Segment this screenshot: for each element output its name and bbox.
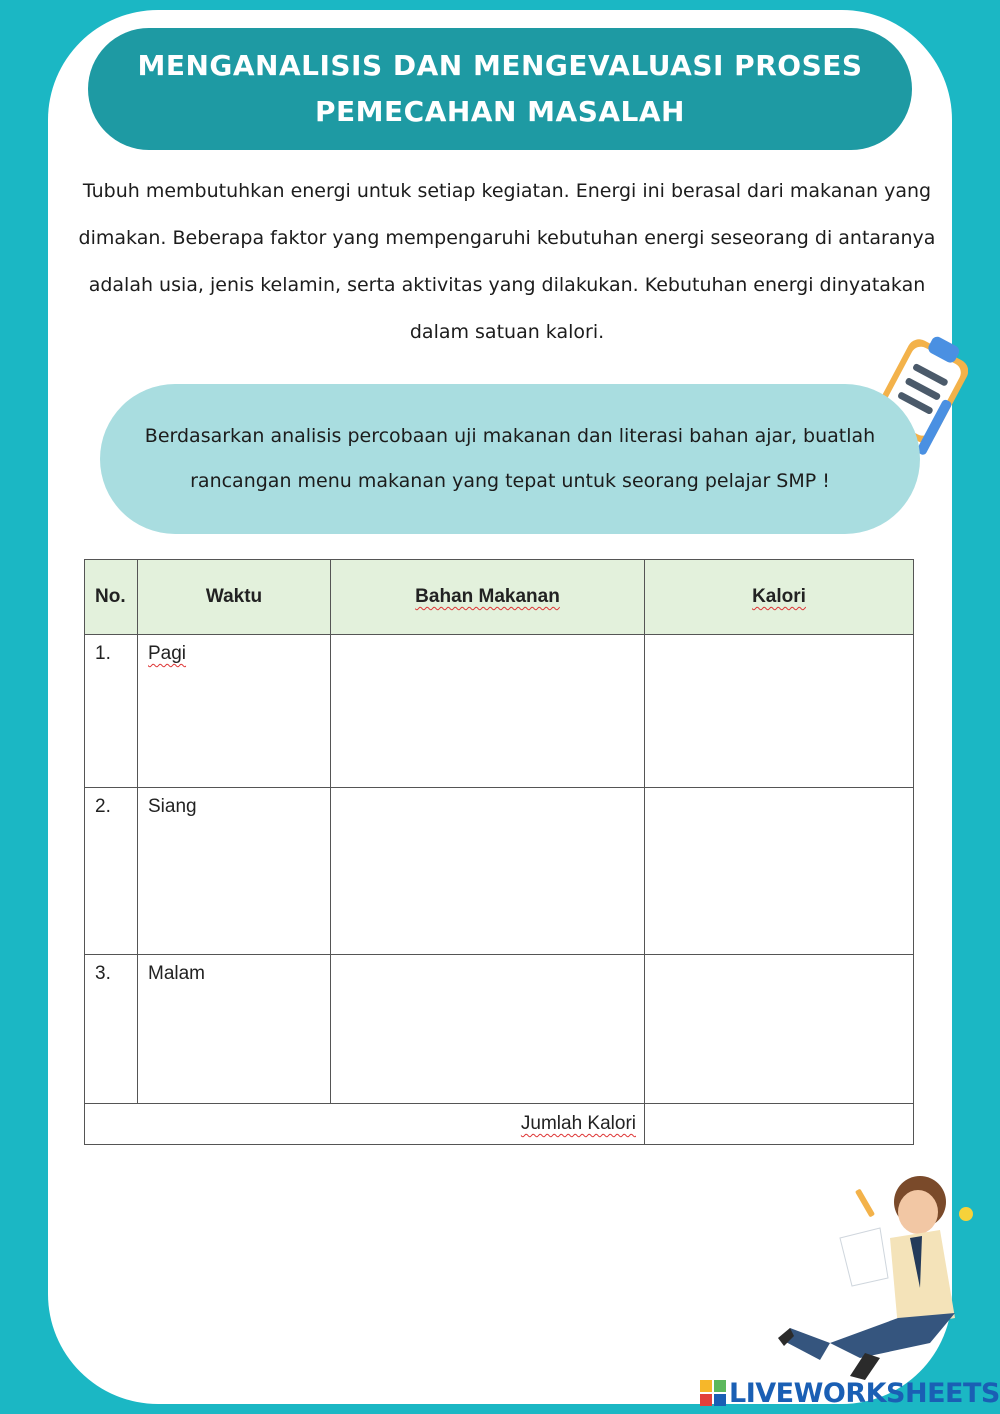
kalori-cell[interactable] [645, 635, 914, 788]
total-kalori-cell[interactable] [645, 1104, 914, 1145]
row-number: 3. [85, 955, 138, 1104]
kalori-cell[interactable] [645, 788, 914, 955]
kalori-cell[interactable] [645, 955, 914, 1104]
menu-table [84, 559, 914, 1145]
row-number: 1. [85, 635, 138, 788]
header-waktu: Waktu [138, 560, 331, 635]
row-waktu: Pagi [138, 635, 331, 788]
row-waktu: Malam [138, 955, 331, 1104]
table-header-row [85, 560, 914, 635]
menu-table-container [84, 559, 913, 1145]
student-illustration [770, 1168, 975, 1383]
bahan-makanan-cell[interactable] [331, 955, 645, 1104]
intro-paragraph: Tubuh membutuhkan energi untuk setiap kegiatan. Energi ini berasal dari makanan yang dimakan. Beberapa faktor yang mempengaruhi kebutuhan energi seseorang di antaranya adalah usia, jenis kelamin, serta aktivitas yang dilakukan. Kebutuhan energi dinyatakan dalam satuan kalori. [78, 180, 936, 343]
row-waktu: Siang [138, 788, 331, 955]
total-label: Jumlah Kalori [85, 1104, 645, 1145]
row-number: 2. [85, 788, 138, 955]
title-banner [88, 28, 912, 150]
table-row [85, 955, 914, 1104]
liveworksheets-logo: LIVEWORKSHEETS [700, 1377, 1000, 1409]
bahan-makanan-cell[interactable] [331, 788, 645, 955]
header-kalori: Kalori [645, 560, 914, 635]
table-row [85, 635, 914, 788]
header-bahan-makanan: Bahan Makanan [331, 560, 645, 635]
header-no: No. [85, 560, 138, 635]
bahan-makanan-cell[interactable] [331, 635, 645, 788]
page-title: MENGANALISIS DAN MENGEVALUASI PROSES PEMECAHAN MASALAH [137, 49, 863, 128]
liveworksheets-icon [700, 1380, 726, 1406]
total-row [85, 1104, 914, 1145]
instruction-text: Berdasarkan analisis percobaan uji makanan dan literasi bahan ajar, buatlah rancangan menu makanan yang tepat untuk seorang pelajar SMP ! [144, 425, 876, 492]
instruction-bubble [100, 384, 920, 534]
table-row [85, 788, 914, 955]
